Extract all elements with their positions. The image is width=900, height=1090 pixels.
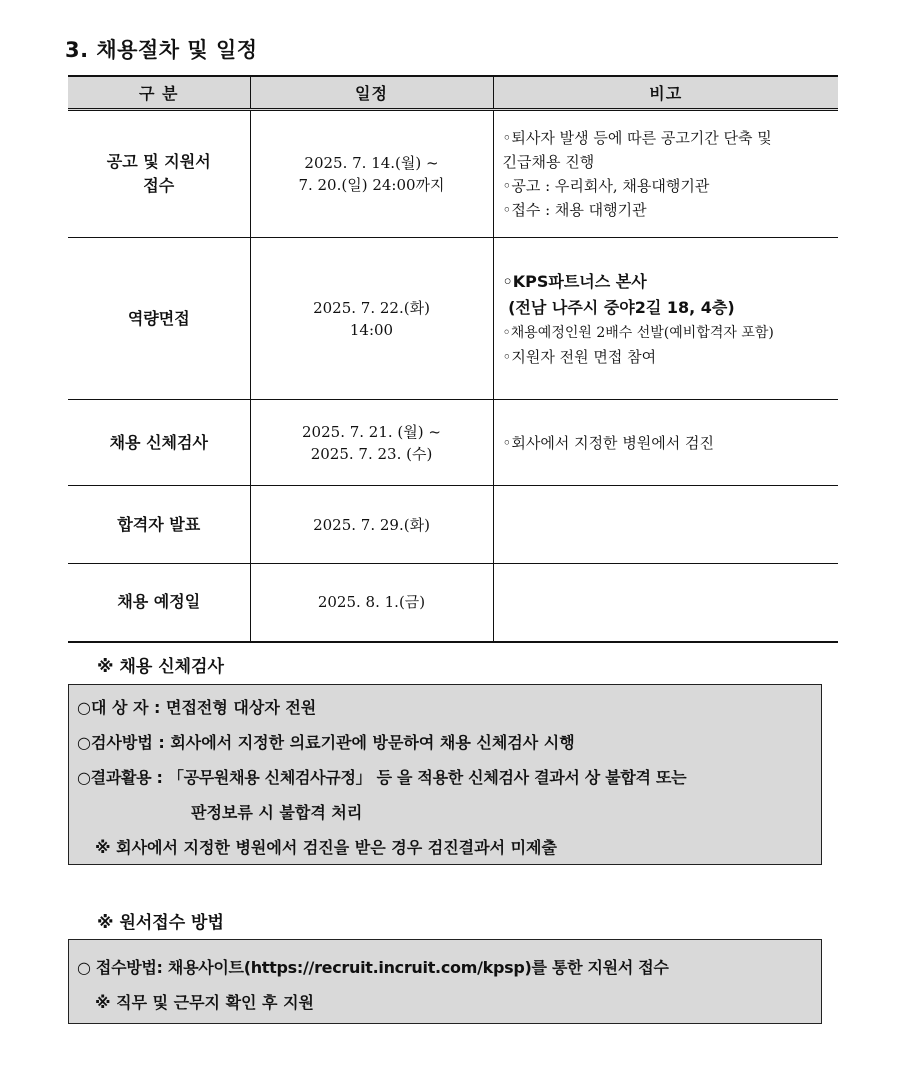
row-date	[250, 110, 493, 238]
header-category: 구 분	[68, 76, 250, 110]
note-line: ◦채용예정인원 2배수 선발(예비합격자 포함)	[502, 324, 774, 341]
application-line-note: ※ 직무 및 근무지 확인 후 지원	[95, 993, 314, 1012]
note-line: ◦퇴사자 발생 등에 따른 공고기간 단축 및	[502, 129, 772, 147]
row-notes	[493, 400, 838, 486]
row-notes	[493, 486, 838, 564]
note-line-bold: ◦KPS파트너스 본사	[502, 271, 647, 291]
row-notes	[493, 564, 838, 642]
header-date: 일정	[250, 76, 493, 110]
row-category	[68, 110, 250, 238]
row-date	[250, 238, 493, 400]
date-line: 2025. 7. 22.(화)	[313, 298, 430, 317]
table-row	[68, 110, 838, 238]
date-line: 2025. 7. 29.(화)	[313, 515, 430, 534]
date-line: 14:00	[349, 320, 394, 339]
row-date	[250, 564, 493, 642]
medical-line-usage: ○결과활용 : 「공무원채용 신체검사규정」 등 을 적용한 신체검사 결과서 상 불합격 또는	[77, 768, 687, 787]
medical-exam-box	[68, 684, 822, 865]
table-header-row	[68, 76, 838, 110]
table-row	[68, 564, 838, 642]
category-line: 접수	[143, 176, 175, 195]
category-line: 합격자 발표	[117, 514, 201, 534]
table-row	[68, 400, 838, 486]
application-box	[68, 939, 822, 1024]
row-category	[68, 564, 250, 642]
row-date	[250, 486, 493, 564]
note-line: 긴급채용 진행	[502, 153, 595, 171]
note-line: ◦회사에서 지정한 병원에서 검진	[502, 433, 715, 452]
date-line: 7. 20.(일) 24:00까지	[298, 176, 445, 194]
medical-exam-title: ※ 채용 신체검사	[97, 657, 224, 677]
date-line: 2025. 8. 1.(금)	[317, 593, 426, 612]
note-line: ◦접수 : 채용 대행기관	[502, 201, 647, 219]
note-line: ◦공고 : 우리회사, 채용대행기관	[502, 177, 710, 195]
category-line: 역량면접	[127, 308, 190, 328]
table-row	[68, 486, 838, 564]
row-category	[68, 400, 250, 486]
date-line: 2025. 7. 23. (수)	[310, 444, 433, 463]
row-date	[250, 400, 493, 486]
row-notes	[493, 238, 838, 400]
table-row	[68, 238, 838, 400]
medical-line-method: ○검사방법 : 회사에서 지정한 의료기관에 방문하여 채용 신체검사 시행	[77, 733, 575, 752]
medical-line-target: ○대 상 자 : 면접전형 대상자 전원	[77, 698, 317, 717]
note-line: ◦지원자 전원 면접 참여	[502, 347, 657, 366]
schedule-table	[68, 75, 838, 643]
date-line: 2025. 7. 14.(월) ~	[304, 154, 439, 172]
medical-line-usage-cont: 판정보류 시 불합격 처리	[191, 803, 363, 822]
application-title: ※ 원서접수 방법	[97, 913, 224, 933]
medical-line-note: ※ 회사에서 지정한 병원에서 검진을 받은 경우 검진결과서 미제출	[95, 838, 557, 857]
header-notes: 비고	[493, 76, 838, 110]
application-line-method: ○ 접수방법: 채용사이트(https://recruit.incruit.com/kpsp)를 통한 지원서 접수	[77, 958, 669, 977]
note-line-bold: (전남 나주시 중야2길 18, 4층)	[502, 297, 735, 317]
category-line: 공고 및 지원서	[106, 152, 211, 171]
row-notes	[493, 110, 838, 238]
category-line: 채용 신체검사	[109, 432, 208, 452]
row-category	[68, 238, 250, 400]
section-title: 3. 채용절차 및 일정	[65, 38, 258, 62]
date-line: 2025. 7. 21. (월) ~	[302, 422, 441, 441]
row-category	[68, 486, 250, 564]
category-line: 채용 예정일	[117, 592, 201, 612]
